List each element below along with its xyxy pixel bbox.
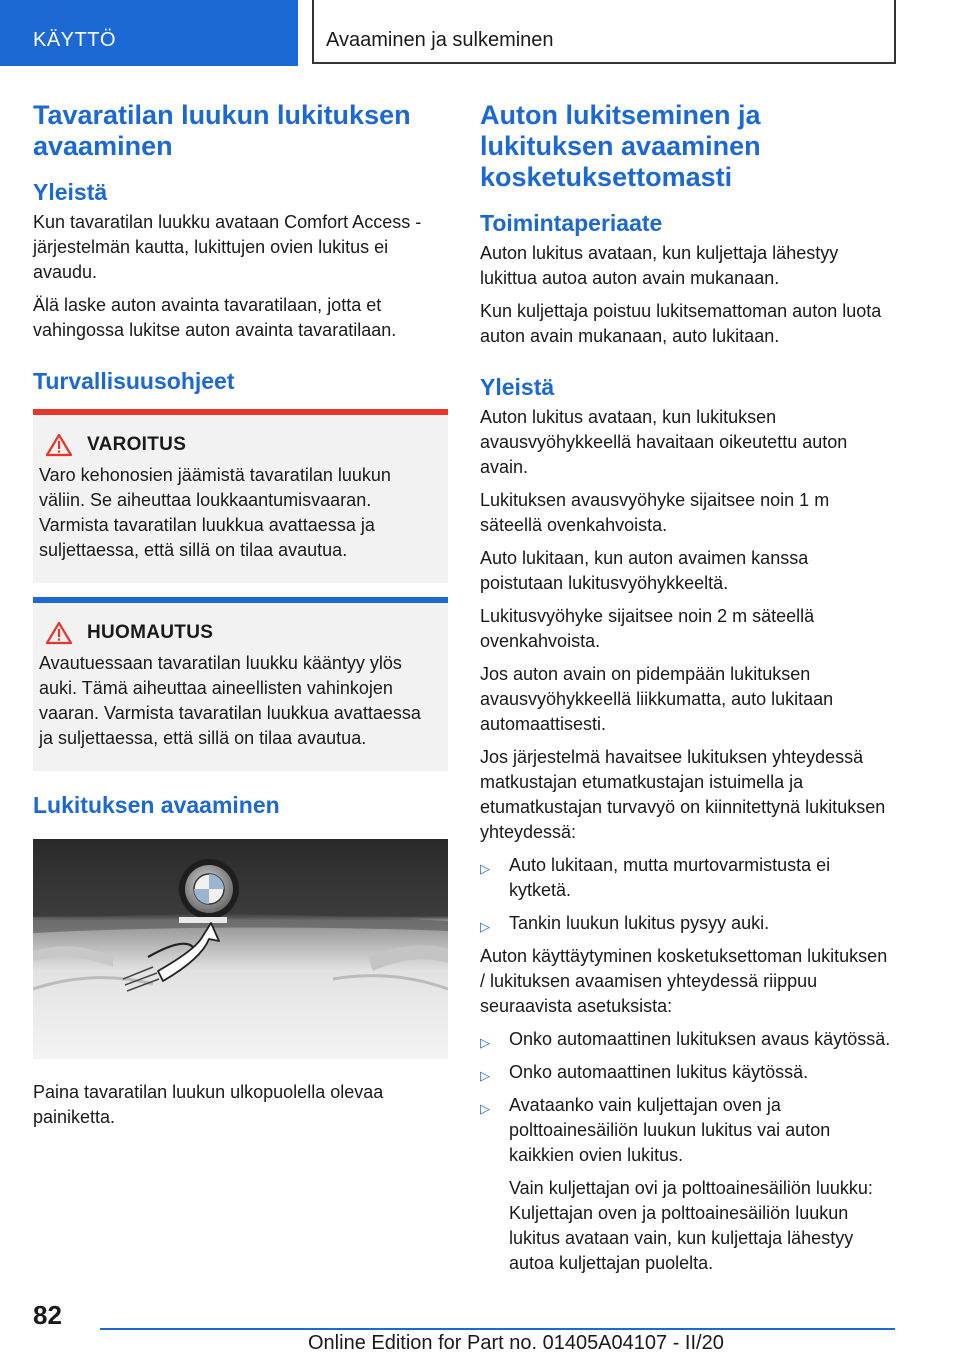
triangle-bullet-icon: ▷ xyxy=(480,1035,490,1050)
section-title: Tavaratilan luukun lukituksen avaaminen xyxy=(33,100,411,161)
triangle-bullet-icon: ▷ xyxy=(480,1068,490,1083)
footer-divider xyxy=(100,1328,895,1330)
section-tab[interactable]: KÄYTTÖ xyxy=(0,0,298,66)
paragraph: Auto lukitaan, kun auton avaimen kanssa poistutaan lukitusvyöhykkeeltä. xyxy=(480,548,809,593)
list-item: ▷ Tankin luukun lukitus pysyy auki. xyxy=(480,911,895,936)
subheading-general: Yleistä xyxy=(480,374,555,400)
list-item: ▷ Auto lukitaan, mutta murtovarmistusta ei kytketä. xyxy=(480,855,831,900)
bullet-list xyxy=(480,1027,895,1168)
paragraph: Auton lukitus avataan, kun kuljettaja lähestyy lukittua autoa auton avain mukanaan. xyxy=(480,243,839,288)
left-column xyxy=(33,100,448,1138)
triangle-bullet-icon: ▷ xyxy=(480,919,490,934)
notice-text: Avautuessaan tavaratilan luukku kääntyy ylös auki. Tämä aiheuttaa aineellisten vahinkojen vaaran. Varmista tavaratilan luukkua avattaessa ja suljettaessa, että sillä on tilaa avautua. xyxy=(39,653,421,748)
list-note: Vain kuljettajan ovi ja polttoainesäiliön luukku: Kuljettajan oven ja polttoainesäiliön luukun lukitus avataan vain, kun kuljettaja lähestyy autoa kuljettajan puolelta. xyxy=(509,1178,873,1273)
list-item: ▷ Onko automaattinen lukituksen avaus käytössä. xyxy=(480,1027,895,1052)
section-title: Auton lukitseminen ja lukituksen avaaminen kosketuksettomasti xyxy=(480,100,761,192)
subheading-safety: Turvallisuusohjeet xyxy=(33,368,235,394)
bullet-list xyxy=(480,853,895,936)
figure-caption: Paina tavaratilan luukun ulkopuolella olevaa painiketta. xyxy=(33,1082,384,1127)
warning-triangle-icon xyxy=(45,621,73,645)
chapter-tab[interactable]: Avaaminen ja sulkeminen xyxy=(312,0,896,64)
list-item: ▷ Onko automaattinen lukitus käytössä. xyxy=(480,1060,895,1085)
footer-edition: Online Edition for Part no. 01405A04107 - II/20 xyxy=(308,1332,724,1354)
right-column xyxy=(480,100,895,1284)
subheading-unlock: Lukituksen avaaminen xyxy=(33,792,280,818)
paragraph: Lukitusvyöhyke sijaitsee noin 2 m säteellä ovenkahvoista. xyxy=(480,606,815,651)
warning-triangle-icon xyxy=(45,433,73,457)
subheading-principle: Toimintaperiaate xyxy=(480,210,663,236)
triangle-bullet-icon: ▷ xyxy=(480,1101,490,1116)
subheading-general: Yleistä xyxy=(33,179,108,205)
warning-box xyxy=(33,409,448,583)
triangle-bullet-icon: ▷ xyxy=(480,861,490,876)
paragraph: Lukituksen avausvyöhyke sijaitsee noin 1 m säteellä ovenkahvoista. xyxy=(480,490,830,535)
paragraph: Auton käyttäytyminen kosketuksettoman lukituksen / lukituksen avaamisen yhteydessä riippuu seuraavista asetuksista: xyxy=(480,946,888,1016)
page-header xyxy=(0,0,960,66)
paragraph: Kun kuljettaja poistuu lukitsemattoman auton luota auton avain mukanaan, auto lukitaan. xyxy=(480,301,882,346)
notice-title: HUOMAUTUS xyxy=(87,622,214,643)
paragraph: Auton lukitus avataan, kun lukituksen avausvyöhykkeellä havaitaan oikeutettu auton avain. xyxy=(480,407,848,477)
paragraph: Jos järjestelmä havaitsee lukituksen yhteydessä matkustajan etumatkustajan istuimella ja etumatkustajan turvavyö on kiinnitettynä lukituksen yhteydessä: xyxy=(480,747,886,842)
paragraph: Jos auton avain on pidempään lukituksen avausvyöhykkeellä liikkumatta, auto lukitaan automaattisesti. xyxy=(480,664,834,734)
trunk-button-illustration xyxy=(33,839,448,1059)
page-number: 82 xyxy=(33,1300,62,1330)
warning-text: Varo kehonosien jäämistä tavaratilan luukun väliin. Se aiheuttaa loukkaantumisvaaran. Varmista tavaratilan luukkua avattaessa ja suljettaessa, että sillä on tilaa avautua. xyxy=(39,465,391,560)
warning-title: VAROITUS xyxy=(87,434,187,455)
list-item: ▷ Avataanko vain kuljettajan oven ja polttoainesäiliön luukun lukitus vai auton kaikkien ovien lukitus. xyxy=(480,1095,831,1165)
notice-box xyxy=(33,597,448,771)
paragraph: Älä laske auton avainta tavaratilaan, jotta et vahingossa lukitse auton avainta tavaratilaan. xyxy=(33,295,397,340)
paragraph: Kun tavaratilan luukku avataan Comfort Access -järjestelmän kautta, lukittujen ovien lukitus ei avaudu. xyxy=(33,212,422,282)
